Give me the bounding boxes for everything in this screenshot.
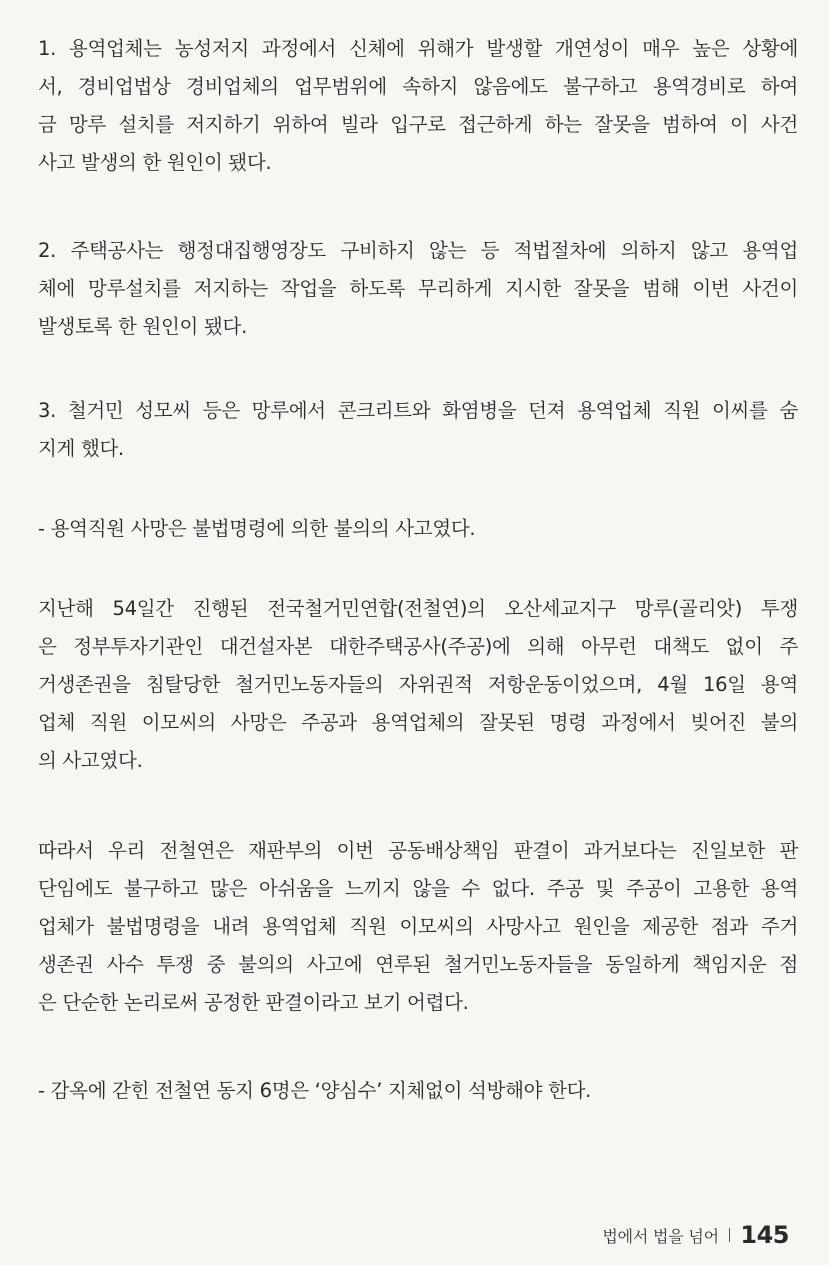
subheading-release (38, 1072, 798, 1110)
paragraph-2 (38, 232, 798, 346)
text-line: 업체 직원 이모씨의 사망은 주공과 용역업체의 잘못된 명령 과정에서 빚어진 불의 (38, 711, 798, 734)
text-line: - 용역직원 사망은 불법명령에 의한 불의의 사고였다. (38, 517, 476, 540)
text-line: 은 단순한 논리로써 공정한 판결이라고 보기 어렵다. (38, 991, 469, 1014)
paragraph-3 (38, 392, 798, 468)
text-line: 1. 용역업체는 농성저지 과정에서 신체에 위해가 발생할 개연성이 매우 높은 상황에 (38, 37, 798, 60)
page-number: 145 (740, 1221, 789, 1249)
text-line: 서, 경비업법상 경비업체의 업무범위에 속하지 않음에도 불구하고 용역경비로 하여 (38, 75, 798, 98)
text-line: 은 정부투자기관인 대건설자본 대한주택공사(주공)에 의해 아무런 대책도 없이 주 (38, 635, 798, 658)
page-footer (602, 1220, 789, 1250)
text-line: 따라서 우리 전철연은 재판부의 이번 공동배상책임 판결이 과거보다는 진일보한 판 (38, 839, 798, 862)
text-line: 업체가 불법명령을 내려 용역업체 직원 이모씨의 사망사고 원인을 제공한 점과 주거 (38, 915, 798, 938)
text-line: 단임에도 불구하고 많은 아쉬움을 느끼지 않을 수 없다. 주공 및 주공이 고용한 용역 (38, 877, 798, 900)
text-line: 지게 했다. (38, 437, 124, 460)
text-line: 의 사고였다. (38, 749, 143, 772)
footer-divider (729, 1228, 731, 1242)
text-line: 지난해 54일간 진행된 전국철거민연합(전철연)의 오산세교지구 망루(골리앗) 투쟁 (38, 597, 798, 620)
paragraph-6 (38, 832, 798, 1022)
text-line: - 감옥에 갇힌 전철연 동지 6명은 ‘양심수’ 지체없이 석방해야 한다. (38, 1079, 592, 1102)
subheading-accident (38, 510, 798, 548)
text-line: 발생토록 한 원인이 됐다. (38, 315, 247, 338)
text-line: 3. 철거민 성모씨 등은 망루에서 콘크리트와 화염병을 던져 용역업체 직원 이씨를 숨 (38, 399, 798, 422)
text-line: 2. 주택공사는 행정대집행영장도 구비하지 않는 등 적법절차에 의하지 않고 용역업 (38, 239, 798, 262)
text-line: 체에 망루설치를 저지하는 작업을 하도록 무리하게 지시한 잘못을 범해 이번 사건이 (38, 277, 798, 300)
text-line: 사고 발생의 한 원인이 됐다. (38, 151, 272, 174)
running-title: 법에서 법을 넘어 (602, 1226, 719, 1246)
text-line: 거생존권을 침탈당한 철거민노동자들의 자위권적 저항운동이었으며, 4월 16일 용역 (38, 673, 798, 696)
paragraph-1 (38, 30, 798, 182)
text-line: 금 망루 설치를 저지하기 위하여 빌라 입구로 접근하게 하는 잘못을 범하여 이 사건 (38, 113, 798, 136)
text-line: 생존권 사수 투쟁 중 불의의 사고에 연루된 철거민노동자들을 동일하게 책임지운 점 (38, 953, 798, 976)
paragraph-5 (38, 590, 798, 780)
